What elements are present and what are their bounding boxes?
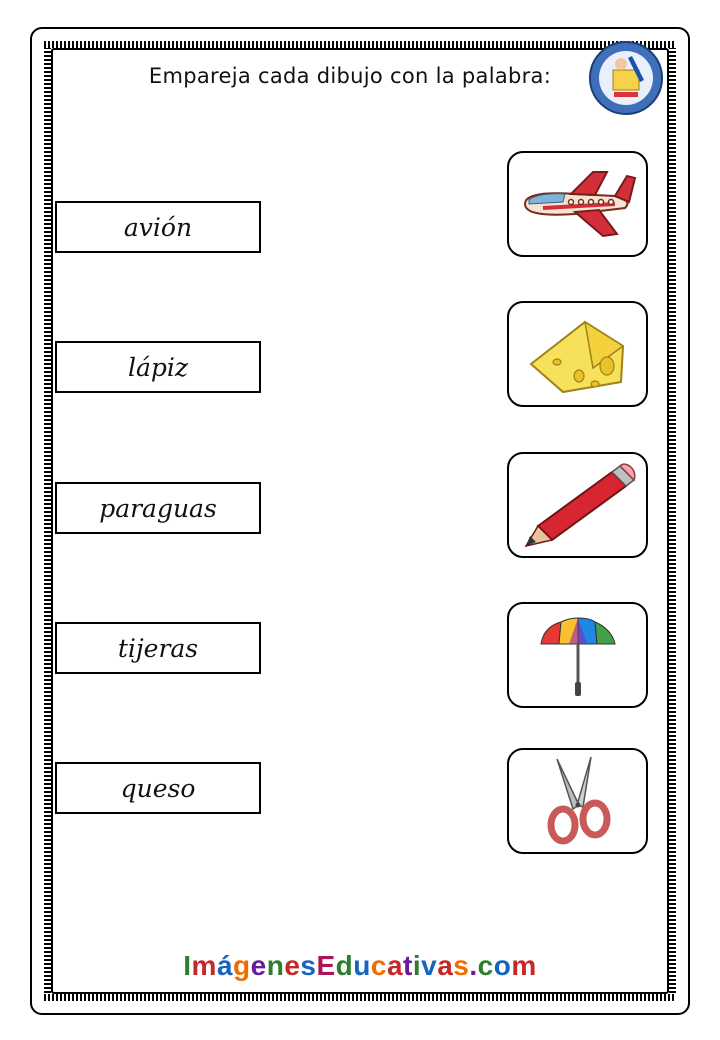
brand-letter: u (353, 950, 371, 981)
picture-box-airplane[interactable] (507, 151, 648, 257)
pencil-icon (516, 460, 640, 550)
brand-letter: c (370, 950, 387, 981)
word-box-paraguas[interactable] (55, 482, 261, 534)
brand-letter: g (233, 950, 251, 981)
picture-box-cheese[interactable] (507, 301, 648, 407)
word-label: lápiz (127, 352, 189, 382)
brand-letter: á (216, 950, 234, 981)
word-box-queso[interactable] (55, 762, 261, 814)
umbrella-icon (533, 610, 623, 700)
brand-letter: a (437, 950, 454, 981)
word-box-lapiz[interactable] (55, 341, 261, 393)
brand-logo-text (0, 950, 720, 982)
brand-letter: a (386, 950, 404, 981)
picture-box-scissors[interactable] (507, 748, 648, 854)
brand-letter: v (421, 950, 438, 981)
brand-letter: e (250, 950, 267, 981)
scissors-icon (533, 753, 623, 849)
word-box-tijeras[interactable] (55, 622, 261, 674)
brand-letter: t (403, 950, 413, 981)
brand-letter: I (183, 950, 192, 981)
page-title: Empareja cada dibujo con la palabra: (148, 64, 552, 88)
brand-letter: o (493, 950, 512, 981)
word-label: paraguas (99, 493, 217, 523)
brand-letter: s (453, 950, 470, 981)
brand-letter: n (266, 950, 285, 981)
word-label: avión (123, 212, 193, 242)
brand-letter: E (316, 950, 336, 981)
cheese-icon (523, 312, 633, 396)
brand-letter: i (412, 950, 422, 981)
brand-letter: . (469, 950, 478, 981)
brand-letter: c (477, 950, 494, 981)
word-label: queso (120, 773, 196, 803)
airplane-icon (515, 164, 641, 244)
word-box-avion[interactable] (55, 201, 261, 253)
picture-box-umbrella[interactable] (507, 602, 648, 708)
picture-box-pencil[interactable] (507, 452, 648, 558)
imagenes-educativas-seal-icon (588, 40, 664, 116)
brand-letter: m (191, 950, 217, 981)
brand-letter: e (284, 950, 301, 981)
brand-letter: m (511, 950, 537, 981)
brand-letter: s (300, 950, 317, 981)
brand-letter: d (335, 950, 354, 981)
word-label: tijeras (117, 633, 199, 663)
